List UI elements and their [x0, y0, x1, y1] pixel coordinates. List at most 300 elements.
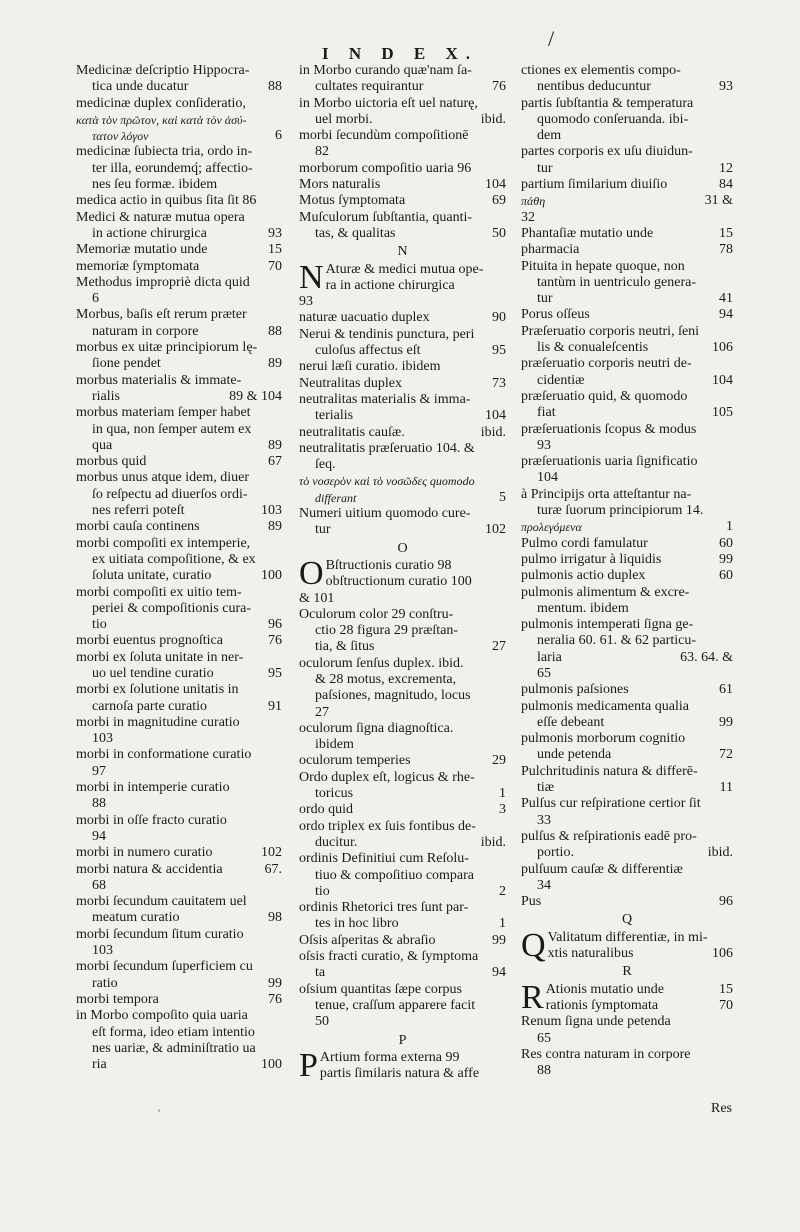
index-entry [76, 992, 282, 1008]
page-ref: 70 [268, 258, 282, 274]
page-ref: 100 [261, 568, 282, 584]
page-ref: 67. [264, 861, 282, 877]
entry-line: ratio [92, 975, 118, 991]
entry-line: Phantaſiæ mutatio unde [521, 225, 654, 241]
index-entry [299, 506, 506, 539]
page-speck: ' [158, 1106, 161, 1120]
entry-line: tia, & ſitus [315, 639, 375, 655]
entry-line: morbus ex uitæ principiorum lę- [76, 340, 258, 356]
index-entry [299, 310, 506, 326]
index-entry [299, 900, 506, 933]
index-entry [76, 454, 282, 470]
entry-line: & 101 [299, 590, 335, 606]
index-entry [521, 894, 733, 910]
index-entry [299, 128, 506, 161]
page-ref: 60 [719, 535, 733, 551]
entry-line: morbi ſecundum ſitum curatio [76, 926, 244, 942]
page-ref: ibid. [707, 845, 733, 861]
entry-line: in Morbo curando quæ'nam ſa- [299, 63, 472, 78]
index-entry [299, 359, 506, 375]
index-entry [76, 112, 282, 145]
entry-line: tur [315, 522, 331, 538]
index-entry [521, 552, 733, 568]
index-entry [521, 978, 733, 1016]
index-entry [521, 1047, 733, 1080]
entry-line: in Morbo uictoria eſt uel naturę, [299, 95, 478, 111]
entry-line: morbi in numero curatio [76, 845, 213, 861]
entry-line: Numeri uitium quomodo cure- [299, 506, 471, 522]
index-entry [299, 376, 506, 392]
index-entry [76, 259, 282, 275]
entry-line: xtis naturalibus [547, 946, 634, 962]
entry-line: eſt forma, ideo etiam intentio [92, 1024, 255, 1040]
entry-line: tenue, craſſum apparere facit [315, 997, 476, 1013]
entry-line: 6 [92, 291, 99, 307]
entry-line: rationis ſymptomata [545, 997, 659, 1013]
index-entry [76, 373, 282, 406]
entry-line: partium ſimilarium diuiſio [521, 177, 668, 193]
entry-line: morbi in conformatione curatio [76, 747, 252, 763]
entry-line: Oculorum color 29 conſtru- [299, 606, 454, 622]
entry-line: Nerui & tendinis punctura, peri [299, 326, 475, 342]
index-entry [299, 949, 506, 982]
entry-line: 94 [92, 828, 106, 844]
page-ref: 6 [275, 128, 282, 144]
index-entry [299, 473, 506, 506]
section-letter: Q [621, 912, 633, 928]
page-ref: 89 & 104 [229, 388, 282, 404]
page-ref: 29 [492, 753, 506, 769]
entry-line: ctiones ex elementis compo- [521, 63, 681, 78]
entry-line: pulſus & reſpirationis eadē pro- [521, 828, 697, 844]
index-entry [521, 862, 733, 895]
entry-line: ſo reſpectu ad diuerſos ordi- [92, 486, 248, 502]
entry-line: in actione chirurgica [92, 225, 207, 241]
page-ref: 1 [726, 519, 733, 535]
entry-line: tiæ [537, 780, 555, 796]
entry-line: in qua, non ſemper autem ex [92, 421, 252, 437]
page-ref: 88 [268, 323, 282, 339]
index-entry [299, 753, 506, 769]
margin-mark: / [548, 26, 555, 51]
entry-line: ordinis Definitiui cum Reſolu- [299, 851, 469, 867]
entry-line: Medici & naturæ mutua opera [76, 209, 245, 225]
page-ref: 67 [268, 454, 282, 470]
entry-line: neutralitas materialis & imma- [299, 391, 471, 407]
entry-line: obſtructionum curatio 100 [325, 574, 472, 590]
index-entry [76, 650, 282, 683]
index-entry [76, 862, 282, 895]
entry-line: nes referri poteſt [92, 503, 185, 519]
entry-line: memoriæ ſymptomata [76, 258, 200, 274]
drop-cap: N [299, 258, 324, 296]
entry-line: nes uariæ, & adminiſtratio ua [92, 1040, 256, 1056]
entry-line: turæ ſuorum principiorum 14. [537, 503, 704, 519]
index-entry [521, 422, 733, 455]
entry-line: unde petenda [537, 747, 612, 763]
entry-line: toricus [315, 786, 354, 802]
entry-line: Neutralitas duplex [299, 375, 403, 391]
entry-line: Muſculorum ſubſtantia, quanti- [299, 209, 473, 225]
entry-line: oculorum ſigna diagnoſtica. [299, 720, 454, 736]
entry-line: pulmonis intemperati ſigna ge- [521, 617, 694, 633]
index-entry [521, 682, 733, 698]
entry-line: ctio 28 figura 29 præſtan- [315, 623, 459, 639]
page-ref: 100 [261, 1057, 282, 1073]
entry-line: 33 [537, 812, 551, 828]
entry-line: morbi ſecundum cauitatem uel [76, 894, 247, 910]
entry-line: neralia 60. 61. & 62 particu- [537, 633, 697, 649]
index-entry [299, 1046, 506, 1084]
page-ref: 99 [492, 932, 506, 948]
entry-line: Res contra naturam in corpore [521, 1046, 691, 1062]
page-ref: 15 [719, 225, 733, 241]
page-ref: 96 [268, 617, 282, 633]
entry-line: 65 [537, 1030, 551, 1046]
page-ref: 99 [719, 551, 733, 567]
entry-line: Ordo duplex eſt, logicus & rhe- [299, 769, 475, 785]
entry-line: 88 [537, 1063, 551, 1079]
entry-line: pulmonis paſsiones [521, 682, 629, 698]
entry-line: tur [537, 160, 553, 176]
index-entry [521, 731, 733, 764]
entry-line: Pulmo cordi famulatur [521, 535, 648, 551]
page-ref: 104 [712, 372, 733, 388]
entry-line: pulmo irrigatur à liquidis [521, 551, 662, 567]
drop-cap: R [521, 978, 544, 1016]
entry-line: oſsium quantitas ſæpe corpus [299, 981, 462, 997]
index-entry [299, 851, 506, 900]
entry-line: Medicinæ deſcriptio Hippocra- [76, 63, 250, 78]
entry-line: lis & conualeſcentis [537, 340, 649, 356]
entry-line: morbus quid [76, 454, 147, 470]
page-ref: 94 [492, 965, 506, 981]
index-entry [521, 356, 733, 389]
index-entry [76, 813, 282, 846]
entry-line: 32 [521, 209, 535, 225]
page-ref: 2 [499, 883, 506, 899]
entry-line: partis ſimilaris natura & affe [319, 1066, 480, 1082]
index-entry [521, 1014, 733, 1047]
page-ref: 27 [492, 639, 506, 655]
entry-line: ducitur. [315, 834, 358, 850]
entry-line: 103 [92, 731, 113, 747]
entry-line: Mors naturalis [299, 177, 381, 193]
index-column-3 [521, 63, 733, 1079]
entry-line: morbi euentus prognoſtica [76, 633, 223, 649]
page-ref: 93 [268, 225, 282, 241]
entry-line: Methodus impropriè dicta quid [76, 274, 250, 290]
drop-cap: Q [521, 926, 546, 964]
index-entry [76, 275, 282, 308]
entry-line: quomodo conſeruanda. ibi- [537, 111, 689, 127]
page-ref: 69 [492, 193, 506, 209]
page-ref: 96 [719, 894, 733, 910]
index-entry [521, 796, 733, 829]
entry-line: differant [315, 490, 357, 505]
entry-line: προλεγόμενα [521, 520, 582, 535]
index-entry [76, 633, 282, 649]
entry-line: 104 [537, 470, 558, 486]
entry-line: Oſsis aſperitas & abraſio [299, 932, 436, 948]
page-ref: ibid. [480, 834, 506, 850]
entry-line: morbi cauſa continens [76, 519, 200, 535]
entry-line: meatum curatio [92, 910, 180, 926]
page-ref: 89 [268, 437, 282, 453]
index-entry [521, 193, 733, 209]
entry-line: præſeruatio corporis neutri de- [521, 356, 692, 372]
entry-line: nentibus deducuntur [537, 79, 651, 95]
entry-line: pulmonis actio duplex [521, 568, 646, 584]
entry-line: qua [92, 437, 113, 453]
index-entry [521, 617, 733, 682]
page-ref: 103 [261, 503, 282, 519]
entry-line: terialis [315, 408, 354, 424]
index-entry [521, 829, 733, 862]
entry-line: tio [315, 883, 330, 899]
entry-line: Porus oſſeus [521, 307, 590, 323]
index-entry [299, 327, 506, 360]
page-ref: 93 [719, 79, 733, 95]
entry-line: morbi natura & accidentia [76, 861, 223, 877]
page-ref: 12 [719, 160, 733, 176]
index-entry [299, 441, 506, 474]
page-ref: 1 [499, 916, 506, 932]
index-entry [76, 340, 282, 373]
entry-line: morbi compoſiti ex uitio tem- [76, 584, 242, 600]
entry-line: neutralitatis cauſæ. [299, 424, 405, 440]
page-ref: ibid. [480, 111, 506, 127]
index-entry [299, 721, 506, 754]
entry-line: naturam in corpore [92, 323, 199, 339]
entry-line: medicinæ ſubiecta tria, ordo in- [76, 144, 253, 160]
page-ref: 1 [499, 786, 506, 802]
entry-line: πάθη [521, 194, 546, 209]
index-entry [521, 568, 733, 584]
index-entry [521, 585, 733, 618]
drop-cap: P [299, 1046, 318, 1084]
entry-line: fiat [537, 405, 556, 421]
entry-line: Memoriæ mutatio unde [76, 242, 208, 258]
index-entry [76, 144, 282, 193]
index-entry [76, 927, 282, 960]
index-entry [76, 470, 282, 519]
index-entry [299, 392, 506, 425]
entry-line: morbi ſecundum ſuperficiem cu [76, 959, 253, 975]
page-ref: 98 [268, 910, 282, 926]
entry-line: oculorum ſenſus duplex. ibid. [299, 655, 464, 671]
page-ref: 105 [712, 405, 733, 421]
entry-line: pulmonis medicamenta qualia [521, 698, 689, 714]
index-entry [521, 226, 733, 242]
index-entry [76, 242, 282, 258]
index-entry [521, 63, 733, 96]
entry-line: tantùm in uentriculo genera- [537, 274, 696, 290]
index-entry [76, 1008, 282, 1073]
page-ref: 106 [712, 946, 733, 962]
index-entry [76, 682, 282, 715]
index-entry [521, 177, 733, 193]
entry-line: ſione pendet [92, 356, 161, 372]
index-entry [521, 389, 733, 422]
page-ref: 89 [268, 356, 282, 372]
page-ref: 41 [719, 291, 733, 307]
page-ref: 76 [268, 991, 282, 1007]
entry-line: ſeq. [315, 457, 336, 473]
page-ref: 95 [268, 665, 282, 681]
entry-line: ta [315, 965, 326, 981]
entry-line: rialis [92, 388, 120, 404]
index-entry [76, 63, 282, 96]
entry-line: tas, & qualitas [315, 225, 396, 241]
entry-line: ordo quid [299, 802, 354, 818]
entry-line: periei & compoſitionis cura- [92, 600, 252, 616]
index-entry [299, 933, 506, 949]
index-entry [76, 519, 282, 535]
index-entry [299, 982, 506, 1031]
entry-line: oculorum temperies [299, 753, 411, 769]
entry-line: κατὰ τὸν πρῶτον, καὶ κατὰ τὸν ἀσύ- [76, 112, 247, 127]
page-ref: ibid. [480, 424, 506, 440]
entry-line: neutralitatis præſeruatio 104. & [299, 440, 475, 456]
entry-line: nes ſeu formæ. ibidem [92, 177, 218, 193]
page-ref: 15 [719, 981, 733, 997]
entry-line: cidentiæ [537, 372, 585, 388]
index-column-2 [299, 63, 506, 1082]
entry-line: morbi compoſiti ex intemperie, [76, 535, 251, 551]
entry-line: ordo triplex ex ſuis fontibus de- [299, 818, 476, 834]
entry-line: Renum ſigna unde petenda [521, 1014, 671, 1030]
index-entry [299, 607, 506, 656]
page-ref: 99 [268, 975, 282, 991]
index-entry [299, 819, 506, 852]
index-entry [76, 780, 282, 813]
page-ref: 99 [719, 714, 733, 730]
index-entry [299, 63, 506, 96]
page-ref: 11 [719, 780, 733, 796]
entry-line: morbus materiam ſemper habet [76, 405, 251, 421]
entry-line: 27 [315, 704, 329, 720]
index-entry [299, 177, 506, 193]
entry-line: tica unde ducatur [92, 79, 189, 95]
entry-line: portio. [537, 845, 574, 861]
entry-line: pulmonis morborum cognitio [521, 731, 686, 747]
index-entry [299, 161, 506, 177]
page-ref: 61 [719, 682, 733, 698]
entry-line: partis ſubſtantia & temperatura [521, 95, 694, 111]
entry-line: à Principijs orta atteſtantur na- [521, 486, 692, 502]
entry-line: ſoluta unitate, curatio [92, 568, 212, 584]
entry-line: pharmacia [521, 242, 580, 258]
entry-line: laria [537, 649, 562, 665]
page-ref: 94 [719, 307, 733, 323]
page-ref: 106 [712, 340, 733, 356]
page-ref: 102 [485, 522, 506, 538]
entry-line: 88 [92, 796, 106, 812]
section-letter: N [397, 244, 408, 260]
index-entry [521, 96, 733, 145]
entry-line: τατον λόγον [92, 129, 149, 144]
page-ref: 60 [719, 568, 733, 584]
entry-line: oſsis fracti curatio, & ſymptoma [299, 949, 479, 965]
entry-line: ra in actione chirurgica [325, 277, 455, 293]
index-column-1 [76, 63, 282, 1073]
entry-line: partes corporis ex uſu diuidun- [521, 144, 693, 160]
section-letter: O [397, 540, 408, 556]
entry-line: Valitatum differentiæ, in mi- [547, 929, 708, 945]
entry-line: nerui læſi curatio. ibidem [299, 359, 441, 375]
entry-line: ibidem [315, 737, 354, 753]
entry-line: medicinæ duplex conſideratio, [76, 95, 246, 111]
entry-line: tes in hoc libro [315, 916, 399, 932]
page-ref: 63. 64. & [680, 649, 733, 665]
entry-line: pulmonis alimentum & excre- [521, 584, 690, 600]
index-entry [299, 210, 506, 243]
page-ref: 3 [499, 802, 506, 818]
page-ref: 90 [492, 310, 506, 326]
index-entry [521, 764, 733, 797]
entry-line: 93 [537, 437, 551, 453]
entry-line: Aturæ & medici mutua ope- [325, 261, 484, 277]
index-entry [521, 926, 733, 964]
entry-line: dem [537, 128, 562, 144]
entry-line: 103 [92, 943, 113, 959]
entry-line: morbus materialis & immate- [76, 372, 242, 388]
index-entry [299, 770, 506, 803]
index-entry [521, 259, 733, 308]
entry-line: culoſus affectus eſt [315, 343, 421, 359]
page-ref: 95 [492, 343, 506, 359]
entry-line: morbi ex ſoluta unitate in ner- [76, 649, 244, 665]
index-entry [521, 487, 733, 520]
entry-line: 97 [92, 763, 106, 779]
page-ref: 15 [268, 242, 282, 258]
index-entry [76, 193, 282, 209]
index-entry [521, 210, 733, 226]
entry-line: tio [92, 617, 107, 633]
page-ref: 78 [719, 242, 733, 258]
entry-line: morbi in oſſe fracto curatio [76, 812, 227, 828]
entry-line: ria [92, 1057, 107, 1073]
page-ref: 70 [719, 997, 733, 1013]
index-entry [299, 554, 506, 607]
page-ref: 84 [719, 177, 733, 193]
index-entry [76, 715, 282, 748]
entry-line: præſeruatio quid, & quomodo [521, 388, 688, 404]
index-entry [521, 324, 733, 357]
entry-line: præſeruationis uaria ſignificatio [521, 454, 698, 470]
entry-line: tiuo & compoſitiuo compara [315, 867, 475, 883]
entry-line: 68 [92, 877, 106, 893]
index-entry [76, 585, 282, 634]
entry-line: Motus ſymptomata [299, 193, 406, 209]
page-ref: 31 & [704, 193, 733, 209]
entry-line: ordinis Rhetorici tres ſunt par- [299, 900, 469, 916]
entry-line: & 28 motus, excrementa, [315, 671, 457, 687]
index-entry [299, 193, 506, 209]
entry-line: 65 [537, 665, 551, 681]
entry-line: Præſeruatio corporis neutri, ſeni [521, 323, 700, 339]
entry-line: morbi in magnitudine curatio [76, 714, 240, 730]
page-ref: 89 [268, 519, 282, 535]
entry-line: Pus [521, 894, 542, 910]
entry-line: τὸ νοσερὸν καὶ τὸ νοσῶδες quomodo [299, 474, 475, 489]
page-ref: 104 [485, 177, 506, 193]
index-entry [76, 405, 282, 454]
entry-line: paſsiones, magnitudo, locus [315, 688, 471, 704]
entry-line: Pulſus cur reſpiratione certior ſit [521, 796, 701, 812]
entry-line: mentum. ibidem [537, 600, 629, 616]
